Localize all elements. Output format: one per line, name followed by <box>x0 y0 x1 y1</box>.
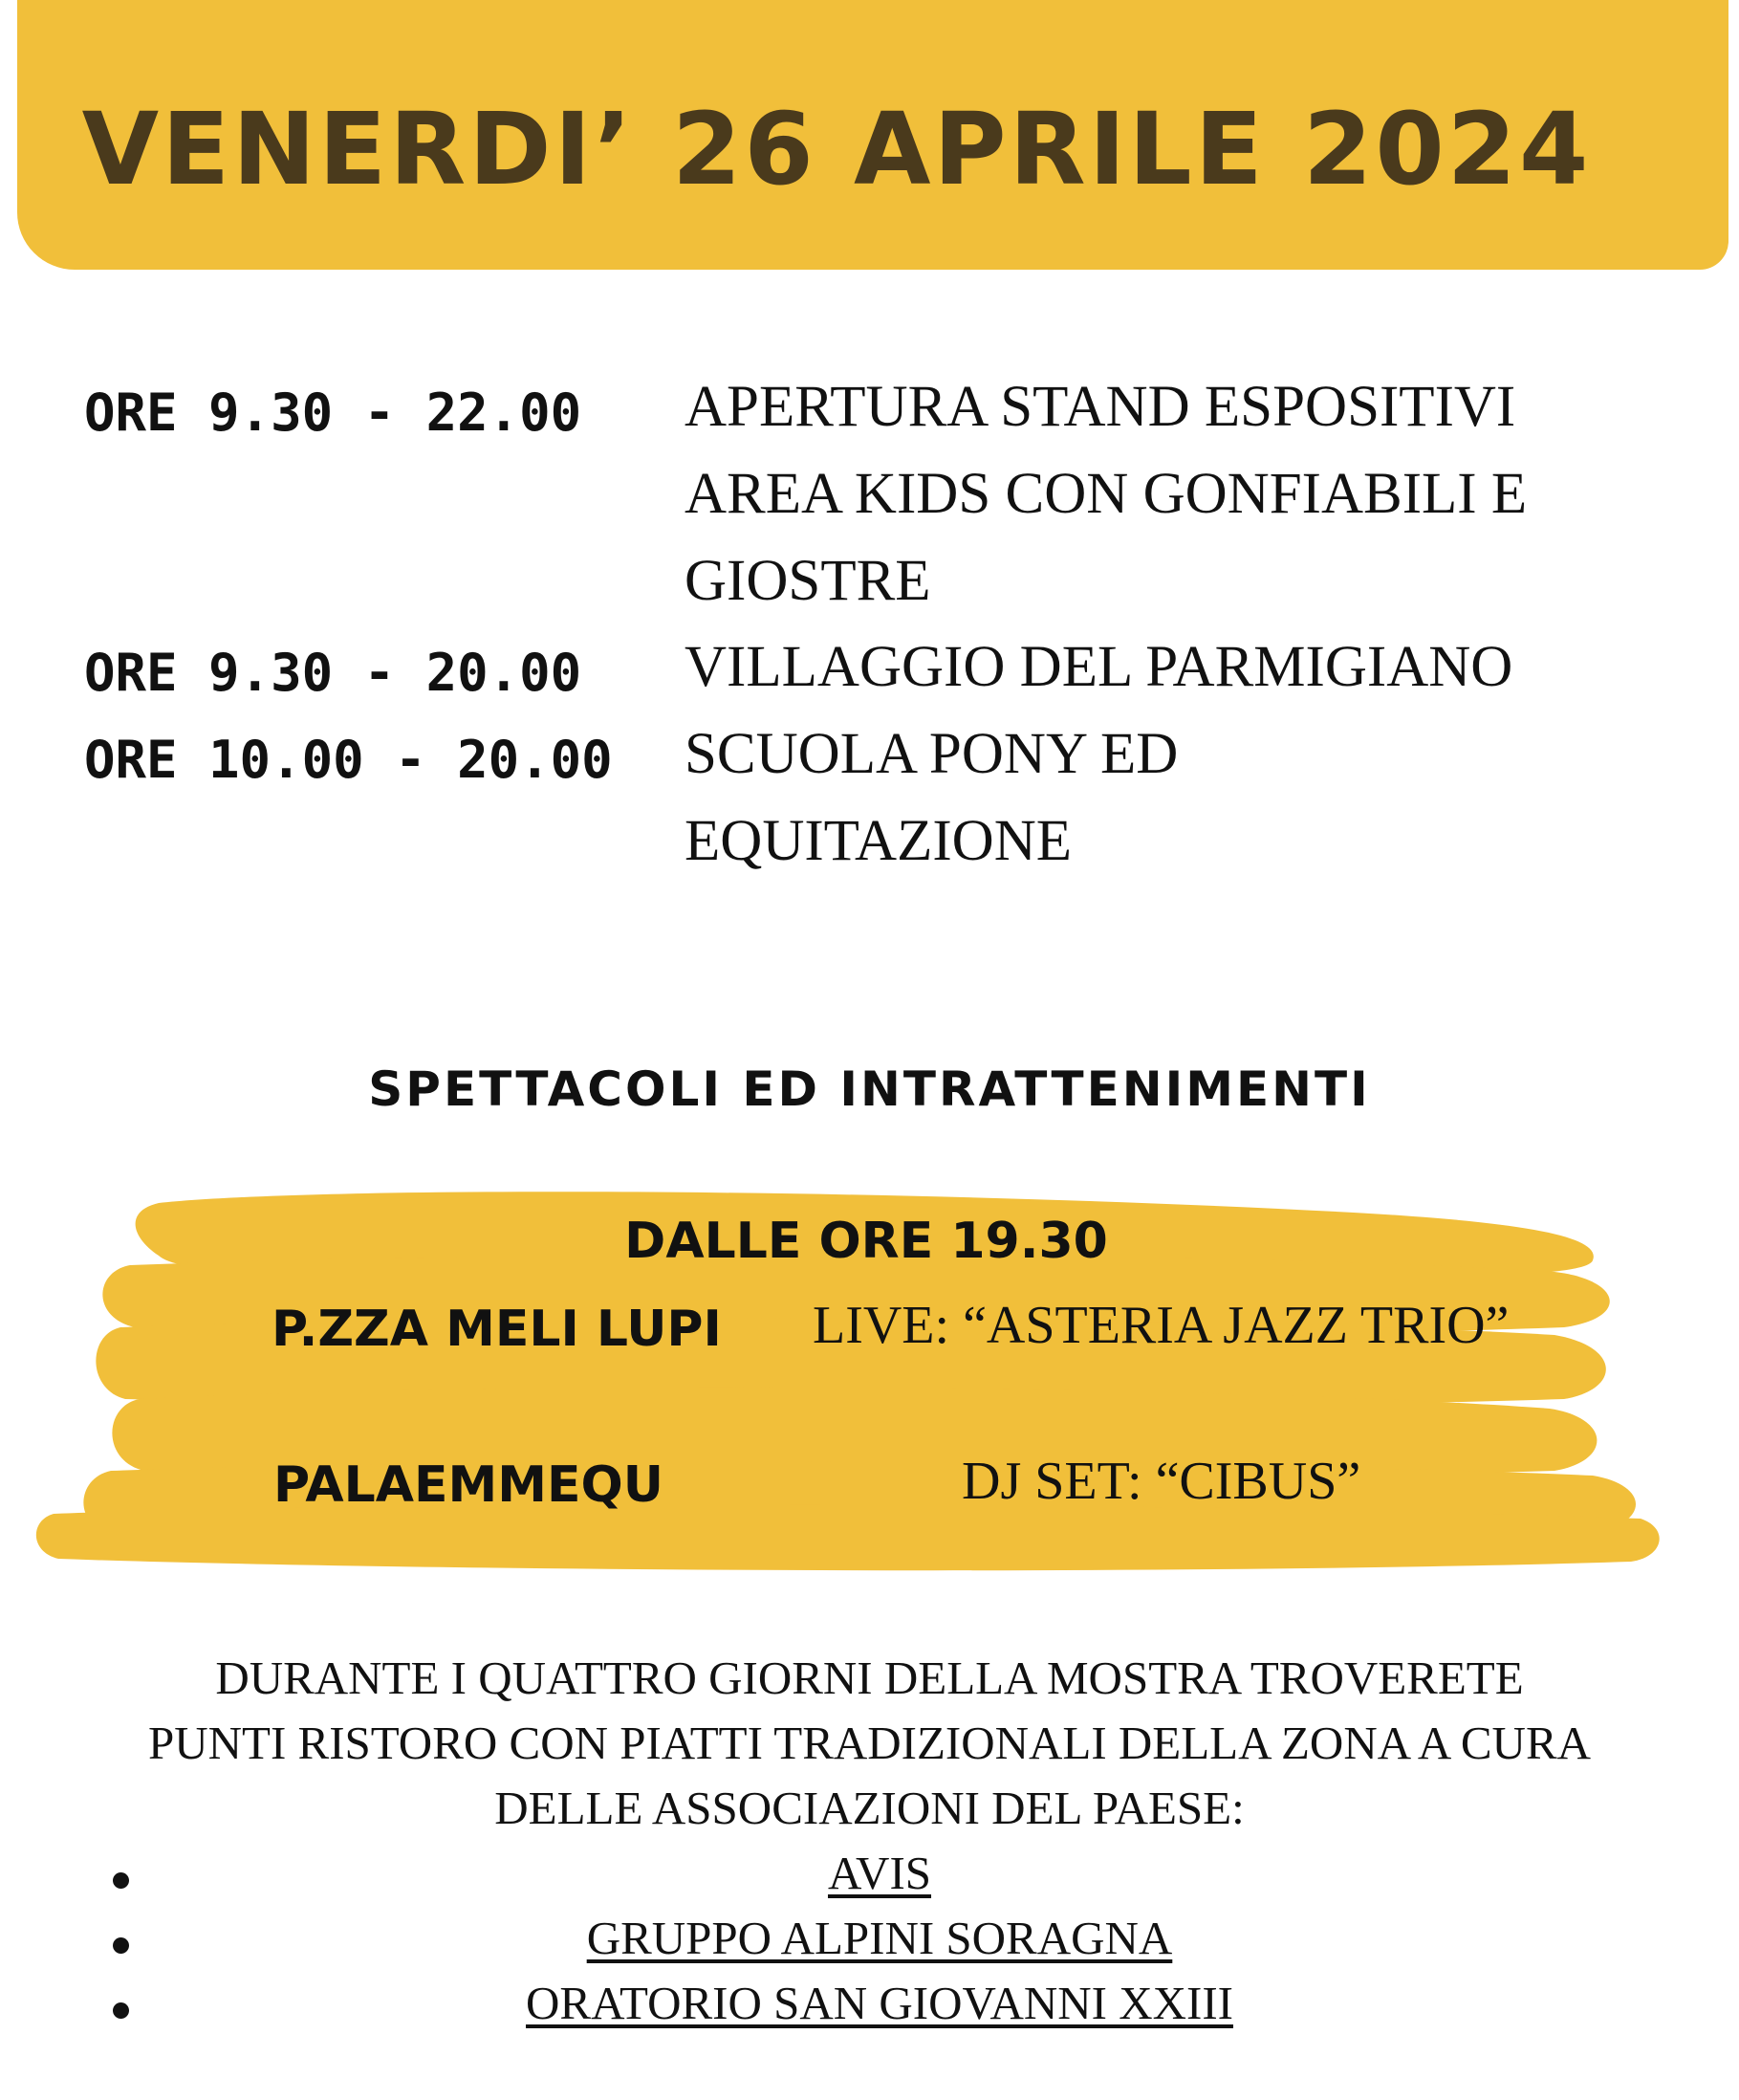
list-item <box>0 1976 1739 2041</box>
association-name: ORATORIO SAN GIOVANNI XXIII <box>526 1977 1233 2029</box>
schedule-item-1 <box>685 363 1707 624</box>
schedule-line: GIOSTRE <box>685 549 931 613</box>
schedule-time-1: ORE 9.30 - 22.00 <box>84 383 582 443</box>
event-show-1: LIVE: “ASTERIA JAZZ TRIO” <box>813 1296 1510 1355</box>
schedule-line: VILLAGGIO DEL PARMIGIANO <box>685 635 1513 699</box>
brush-highlight <box>34 1184 1660 1586</box>
schedule-time-2: ORE 9.30 - 20.00 <box>84 643 582 703</box>
list-item <box>0 1911 1739 1976</box>
association-name: AVIS <box>827 1847 932 1899</box>
schedule-line: APERTURA STAND ESPOSITIVI <box>685 375 1516 439</box>
start-time-label: DALLE ORE 19.30 <box>624 1213 1108 1270</box>
footer-line: PUNTI RISTORO CON PIATTI TRADIZIONALI DELLA ZONA A CURA <box>147 1717 1592 1769</box>
footer-line: DURANTE I QUATTRO GIORNI DELLA MOSTRA TROVERETE <box>215 1652 1524 1704</box>
event-place-1: P.ZZA MELI LUPI <box>272 1301 722 1358</box>
schedule-line: EQUITAZIONE <box>685 809 1073 873</box>
entertainment-title: SPETTACOLI ED INTRATTENIMENTI <box>368 1061 1371 1117</box>
event-date-title: VENERDI’ 26 APRILE 2024 <box>81 91 1592 208</box>
schedule-item-3 <box>685 711 1707 885</box>
schedule-item-2 <box>685 623 1707 711</box>
event-show-2: DJ SET: “CIBUS” <box>962 1452 1361 1511</box>
association-name: GRUPPO ALPINI SORAGNA <box>586 1912 1173 1964</box>
schedule-line: SCUOLA PONY ED <box>685 722 1179 786</box>
footer-line: DELLE ASSOCIAZIONI DEL PAESE: <box>494 1782 1245 1834</box>
list-item <box>0 1846 1739 1911</box>
schedule-time-3: ORE 10.00 - 20.00 <box>84 730 613 790</box>
schedule-line: AREA KIDS CON GONFIABILI E <box>685 462 1528 526</box>
event-place-2: PALAEMMEQU <box>273 1456 663 1514</box>
